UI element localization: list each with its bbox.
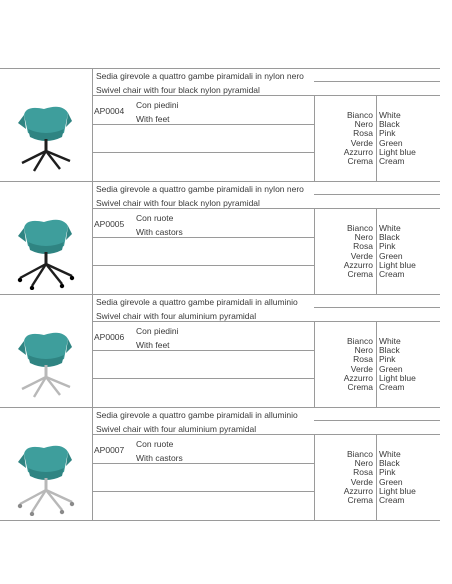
divider — [376, 209, 377, 294]
divider — [314, 307, 440, 308]
color-name-it: Nero — [354, 119, 373, 130]
product-code: AP0007 — [94, 445, 125, 455]
divider — [376, 322, 377, 407]
product-title-it: Sedia girevole a quattro gambe piramidali in alluminio — [96, 297, 298, 307]
color-name-it: Bianco — [347, 449, 373, 459]
code-cell — [92, 322, 314, 407]
product-title-it: Sedia girevole a quattro gambe piramidali in nylon nero — [96, 184, 304, 194]
color-name-en: Light blue — [379, 146, 416, 157]
color-name-it: Crema — [347, 269, 373, 280]
color-list-en — [379, 111, 416, 166]
color-name-it: Azzurro — [343, 146, 373, 157]
color-name-it: Bianco — [347, 110, 373, 120]
product-image-cell — [0, 408, 93, 520]
color-name-it: Rosa — [353, 241, 373, 252]
color-name-it: Verde — [350, 476, 373, 487]
color-name-en: Black — [379, 119, 400, 130]
chair-image — [10, 438, 82, 516]
divider — [92, 350, 314, 351]
product-row — [0, 407, 440, 521]
divider — [376, 96, 377, 181]
color-name-en: Green — [379, 137, 403, 148]
color-list-it — [316, 337, 373, 392]
divider — [92, 491, 314, 492]
color-name-it: Rosa — [353, 354, 373, 365]
color-name-it: Crema — [347, 382, 373, 393]
product-table — [0, 68, 440, 521]
color-name-en: Pink — [379, 467, 396, 478]
color-name-en: Light blue — [379, 372, 416, 383]
color-name-en: Cream — [379, 269, 405, 280]
color-name-en: Cream — [379, 495, 405, 506]
color-name-it: Crema — [347, 495, 373, 506]
color-list-en — [379, 450, 416, 505]
variant-it: Con ruote — [136, 213, 174, 223]
color-name-en: Cream — [379, 382, 405, 393]
color-name-it: Crema — [347, 156, 373, 167]
color-name-en: Cream — [379, 156, 405, 167]
color-name-en: Black — [379, 345, 400, 356]
color-name-en: White — [379, 449, 401, 459]
divider — [314, 194, 440, 195]
product-code: AP0005 — [94, 219, 125, 229]
divider — [314, 81, 440, 82]
color-list-it — [316, 111, 373, 166]
color-list-en — [379, 337, 416, 392]
color-name-en: Black — [379, 458, 400, 469]
divider — [314, 435, 315, 520]
product-title-it: Sedia girevole a quattro gambe piramidali in alluminio — [96, 410, 298, 420]
code-cell — [92, 435, 314, 520]
color-list-it — [316, 224, 373, 279]
color-name-en: Pink — [379, 241, 396, 252]
divider — [376, 435, 377, 520]
variant-en: With castors — [136, 227, 183, 237]
product-title-en: Swivel chair with four black nylon pyramidal — [96, 85, 260, 95]
variant-it: Con piedini — [136, 326, 179, 336]
color-name-en: Green — [379, 476, 403, 487]
code-cell — [92, 96, 314, 181]
product-title-en: Swivel chair with four black nylon pyramidal — [96, 198, 260, 208]
chair-image — [10, 99, 82, 177]
color-name-it: Rosa — [353, 128, 373, 139]
color-name-en: White — [379, 336, 401, 346]
product-row — [0, 181, 440, 294]
divider — [92, 265, 314, 266]
product-image-cell — [0, 295, 93, 407]
divider — [92, 124, 314, 125]
variant-en: With castors — [136, 453, 183, 463]
color-name-en: Green — [379, 363, 403, 374]
chair-image — [10, 325, 82, 403]
variant-en: With feet — [136, 340, 170, 350]
color-name-en: Light blue — [379, 485, 416, 496]
product-image-cell — [0, 69, 93, 181]
divider — [314, 209, 315, 294]
color-name-it: Bianco — [347, 223, 373, 233]
product-title-it: Sedia girevole a quattro gambe piramidali in nylon nero — [96, 71, 304, 81]
divider — [314, 96, 315, 181]
color-name-en: Green — [379, 250, 403, 261]
product-code: AP0006 — [94, 332, 125, 342]
divider — [314, 420, 440, 421]
color-name-en: Pink — [379, 354, 396, 365]
color-name-it: Azzurro — [343, 485, 373, 496]
color-name-it: Verde — [350, 250, 373, 261]
color-name-en: Pink — [379, 128, 396, 139]
color-name-en: Light blue — [379, 259, 416, 270]
color-name-it: Nero — [354, 232, 373, 243]
product-row — [0, 68, 440, 181]
variant-it: Con piedini — [136, 100, 179, 110]
divider — [92, 463, 314, 464]
divider — [314, 322, 315, 407]
chair-image — [10, 212, 82, 290]
color-name-it: Azzurro — [343, 372, 373, 383]
variant-en: With feet — [136, 114, 170, 124]
product-row — [0, 294, 440, 407]
product-title-en: Swivel chair with four aluminium pyramidal — [96, 311, 257, 321]
color-list-it — [316, 450, 373, 505]
divider — [92, 237, 314, 238]
variant-it: Con ruote — [136, 439, 174, 449]
color-name-en: Black — [379, 232, 400, 243]
code-cell — [92, 209, 314, 294]
divider — [92, 378, 314, 379]
product-code: AP0004 — [94, 106, 125, 116]
color-name-it: Rosa — [353, 467, 373, 478]
divider — [92, 152, 314, 153]
color-name-en: White — [379, 223, 401, 233]
color-name-it: Nero — [354, 345, 373, 356]
color-list-en — [379, 224, 416, 279]
color-name-it: Nero — [354, 458, 373, 469]
color-name-it: Azzurro — [343, 259, 373, 270]
product-title-en: Swivel chair with four aluminium pyramidal — [96, 424, 257, 434]
color-name-en: White — [379, 110, 401, 120]
color-name-it: Bianco — [347, 336, 373, 346]
color-name-it: Verde — [350, 137, 373, 148]
product-image-cell — [0, 182, 93, 294]
color-name-it: Verde — [350, 363, 373, 374]
